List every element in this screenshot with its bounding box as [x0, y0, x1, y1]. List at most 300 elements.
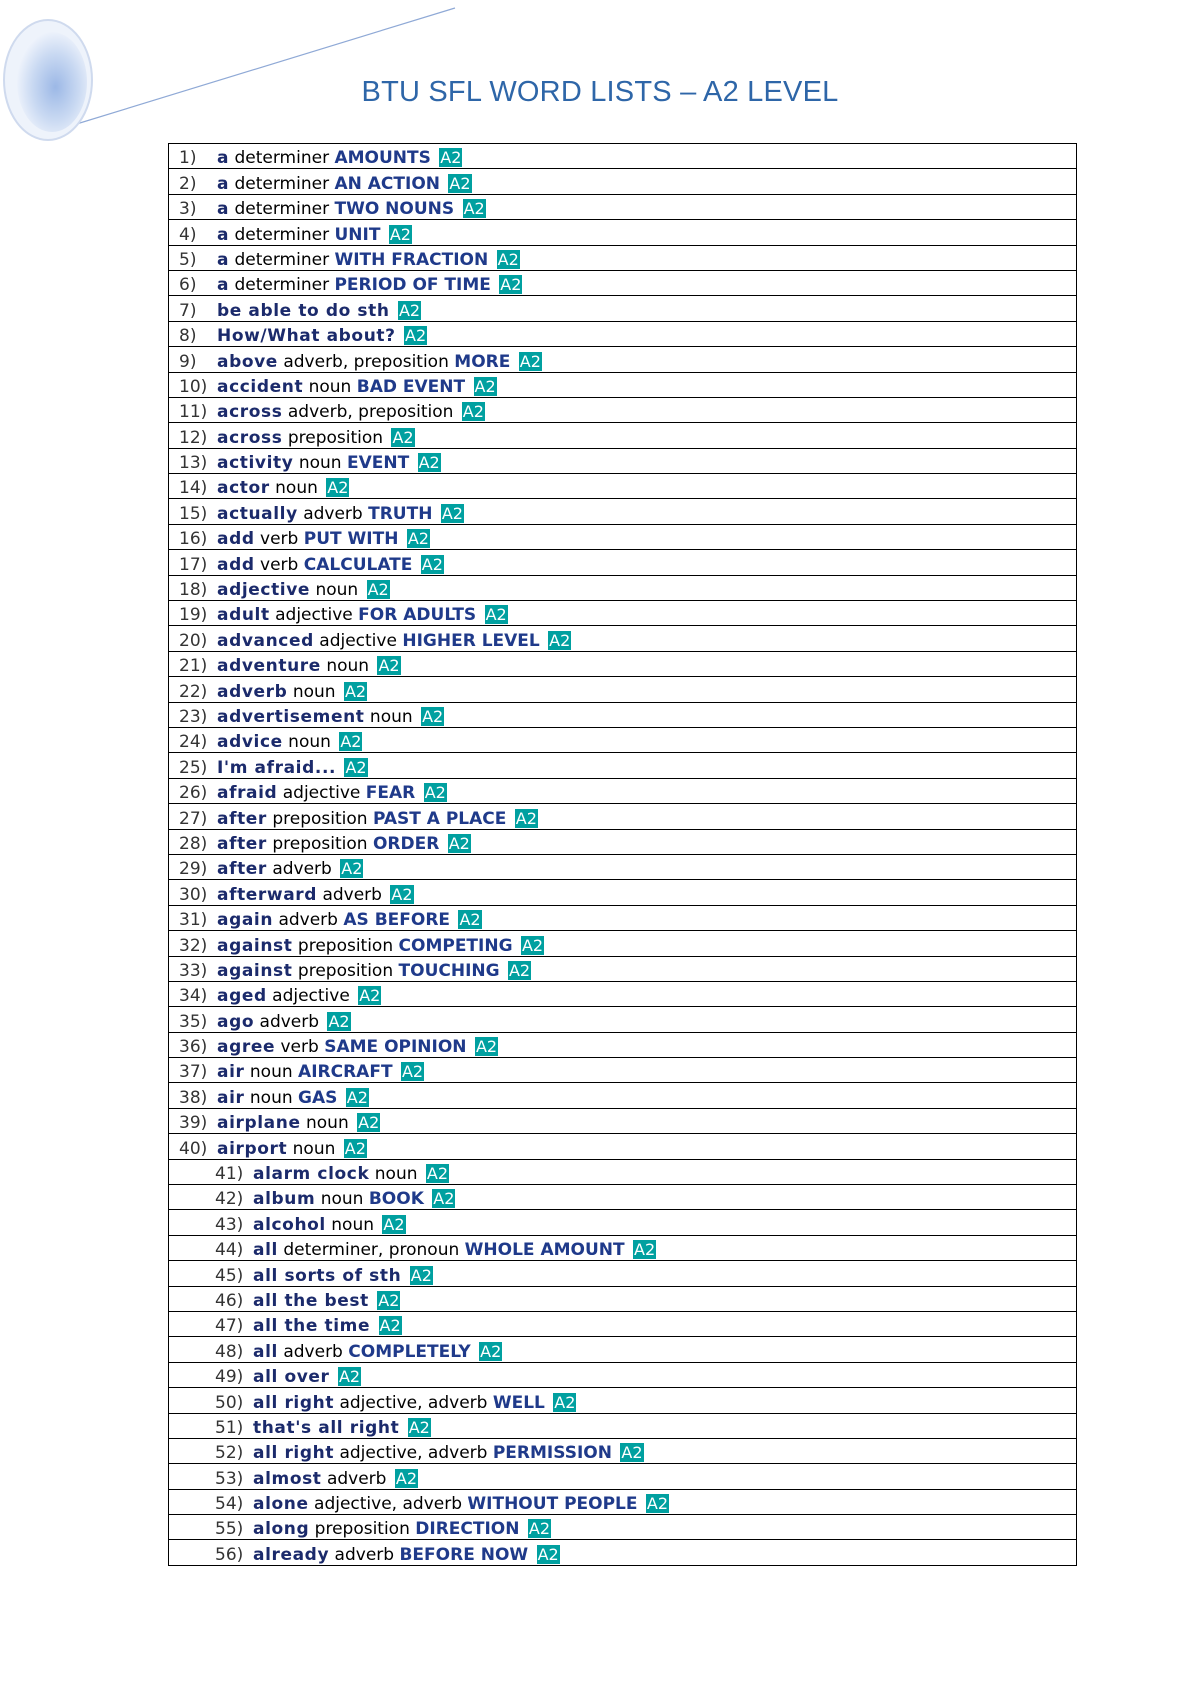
- headword: all the best: [253, 1290, 369, 1311]
- headword: I'm afraid...: [217, 757, 337, 778]
- level-badge: A2: [528, 1519, 551, 1539]
- word-entry: [169, 956, 1077, 981]
- entry-number: 17): [179, 554, 208, 575]
- word-entry: [169, 1058, 1077, 1083]
- entry-number: 10): [179, 376, 208, 397]
- level-badge: A2: [395, 1468, 417, 1488]
- part-of-speech: verb: [260, 529, 299, 550]
- entry-number: 13): [179, 453, 208, 474]
- sense-label: PERMISSION: [492, 1443, 612, 1464]
- word-entry: [169, 1083, 1077, 1108]
- word-entry: [169, 1286, 1077, 1311]
- headword: after: [217, 859, 267, 880]
- entry-number: 41): [215, 1164, 244, 1185]
- headword: accident: [217, 376, 304, 397]
- headword: adjective: [217, 580, 311, 601]
- entry-number: 28): [179, 833, 208, 854]
- entry-number: 24): [179, 732, 208, 753]
- level-badge: A2: [408, 1417, 430, 1437]
- table-row: [169, 854, 1077, 879]
- level-badge: A2: [346, 1087, 368, 1107]
- level-badge: A2: [421, 554, 443, 574]
- headword: advice: [217, 732, 283, 753]
- level-badge: A2: [328, 1011, 350, 1031]
- entry-number: 11): [179, 402, 208, 423]
- headword: How/What about?: [217, 326, 396, 347]
- table-row: [169, 1210, 1077, 1235]
- level-badge: A2: [515, 808, 537, 828]
- entry-number: 37): [179, 1062, 208, 1083]
- headword: advanced: [217, 630, 314, 651]
- table-row: [169, 1007, 1077, 1032]
- sense-label: EVENT: [346, 453, 410, 474]
- part-of-speech: adverb, preposition: [287, 402, 454, 423]
- word-entry: [169, 778, 1077, 803]
- word-entry: [169, 270, 1077, 295]
- entry-number: 40): [179, 1138, 208, 1159]
- table-row: [169, 1083, 1077, 1108]
- headword: add: [217, 554, 255, 575]
- entry-number: 18): [179, 580, 208, 601]
- word-entry: [169, 931, 1077, 956]
- entry-number: 26): [179, 783, 208, 804]
- part-of-speech: adjective: [319, 630, 397, 651]
- entry-number: 12): [179, 427, 208, 448]
- word-entry: [169, 296, 1077, 321]
- table-row: [169, 194, 1077, 219]
- table-row: [169, 474, 1077, 499]
- sense-label: PUT WITH: [303, 529, 399, 550]
- table-row: [169, 1515, 1077, 1540]
- headword: alcohol: [253, 1214, 326, 1235]
- word-entry: [169, 1311, 1077, 1336]
- part-of-speech: noun: [320, 1189, 364, 1210]
- entry-number: 16): [179, 529, 208, 550]
- headword: after: [217, 808, 267, 829]
- part-of-speech: noun: [369, 706, 413, 727]
- sense-label: MORE: [454, 351, 511, 372]
- word-entry: [169, 448, 1077, 473]
- headword: adult: [217, 605, 270, 626]
- entry-number: 22): [179, 681, 208, 702]
- part-of-speech: preposition: [272, 808, 368, 829]
- entry-number: 30): [179, 884, 208, 905]
- entry-number: 1): [179, 148, 197, 169]
- part-of-speech: adjective: [272, 986, 350, 1007]
- word-entry: [169, 1438, 1077, 1463]
- level-badge: A2: [344, 1138, 366, 1158]
- table-row: [169, 169, 1077, 194]
- word-entry: [169, 1515, 1077, 1540]
- entry-number: 36): [179, 1037, 208, 1058]
- level-badge: A2: [424, 783, 446, 803]
- part-of-speech: noun: [315, 580, 359, 601]
- headword: a: [217, 249, 230, 270]
- sense-label: BOOK: [368, 1189, 424, 1210]
- sense-label: DIRECTION: [415, 1519, 520, 1540]
- word-entry: [169, 1261, 1077, 1286]
- level-badge: A2: [378, 656, 400, 676]
- table-row: [169, 397, 1077, 422]
- part-of-speech: determiner: [234, 173, 330, 194]
- table-row: [169, 1185, 1077, 1210]
- part-of-speech: determiner: [234, 275, 330, 296]
- level-badge: A2: [459, 910, 481, 930]
- headword: air: [217, 1087, 245, 1108]
- headword: after: [217, 833, 267, 854]
- headword: a: [217, 275, 230, 296]
- entry-number: 31): [179, 910, 208, 931]
- entry-number: 39): [179, 1113, 208, 1134]
- table-row: [169, 804, 1077, 829]
- table-row: [169, 727, 1077, 752]
- level-badge: A2: [519, 351, 541, 371]
- headword: afterward: [217, 884, 318, 905]
- headword: almost: [253, 1468, 322, 1489]
- word-entry: [169, 702, 1077, 727]
- word-entry: [169, 194, 1077, 219]
- table-row: [169, 372, 1077, 397]
- headword: all the time: [253, 1316, 371, 1337]
- table-row: [169, 626, 1077, 651]
- headword: actor: [217, 478, 270, 499]
- entry-number: 35): [179, 1011, 208, 1032]
- level-badge: A2: [379, 1316, 401, 1336]
- headword: alone: [253, 1494, 309, 1515]
- part-of-speech: noun: [292, 681, 336, 702]
- page-title: BTU SFL WORD LISTS – A2 LEVEL: [361, 76, 839, 108]
- table-row: [169, 1032, 1077, 1057]
- level-badge: A2: [391, 884, 413, 904]
- word-entry: [169, 1108, 1077, 1133]
- word-entry: [169, 474, 1077, 499]
- entry-number: 54): [215, 1494, 244, 1515]
- word-entry: [169, 220, 1077, 245]
- entry-number: 43): [215, 1214, 244, 1235]
- level-badge: A2: [621, 1443, 643, 1463]
- level-badge: A2: [426, 1164, 449, 1184]
- part-of-speech: noun: [326, 656, 370, 677]
- word-entry: [169, 1337, 1077, 1362]
- level-badge: A2: [475, 1037, 498, 1057]
- word-entry: [169, 550, 1077, 575]
- entry-number: 46): [215, 1290, 244, 1311]
- part-of-speech: preposition: [297, 935, 394, 956]
- word-entry: [169, 1185, 1077, 1210]
- word-entry: [169, 1159, 1077, 1184]
- headword: add: [217, 529, 255, 550]
- entry-number: 42): [215, 1189, 244, 1210]
- headword: already: [253, 1544, 330, 1565]
- word-entry: [169, 1362, 1077, 1387]
- word-entry: [169, 144, 1077, 169]
- headword: a: [217, 148, 230, 169]
- part-of-speech: noun: [374, 1164, 418, 1185]
- sense-label: COMPETING: [398, 935, 513, 956]
- headword: all: [253, 1240, 278, 1261]
- headword: aged: [217, 986, 267, 1007]
- part-of-speech: adjective, adverb: [339, 1392, 488, 1413]
- word-entry: [169, 245, 1077, 270]
- entry-number: 23): [179, 706, 208, 727]
- part-of-speech: noun: [249, 1087, 293, 1108]
- headword: a: [217, 199, 230, 220]
- level-badge: A2: [646, 1494, 669, 1514]
- level-badge: A2: [474, 376, 496, 396]
- table-row: [169, 601, 1077, 626]
- word-list-table: [168, 143, 1077, 1566]
- entry-number: 56): [215, 1544, 244, 1565]
- entry-number: 14): [179, 478, 208, 499]
- table-row: [169, 321, 1077, 346]
- word-entry: [169, 1235, 1077, 1260]
- word-entry: [169, 601, 1077, 626]
- table-row: [169, 651, 1077, 676]
- entry-number: 52): [215, 1443, 244, 1464]
- part-of-speech: verb: [280, 1037, 319, 1058]
- table-row: [169, 423, 1077, 448]
- level-badge: A2: [485, 605, 507, 625]
- entry-number: 3): [179, 199, 197, 220]
- entry-number: 25): [179, 757, 208, 778]
- word-entry: [169, 423, 1077, 448]
- headword: alarm clock: [253, 1164, 370, 1185]
- word-entry: [169, 677, 1077, 702]
- table-row: [169, 1438, 1077, 1463]
- entry-number: 8): [179, 326, 197, 347]
- level-badge: A2: [449, 173, 471, 193]
- sense-label: AIRCRAFT: [298, 1062, 393, 1083]
- sense-label: CALCULATE: [303, 554, 413, 575]
- entry-number: 44): [215, 1240, 244, 1261]
- level-badge: A2: [389, 224, 411, 244]
- level-badge: A2: [405, 326, 427, 346]
- part-of-speech: preposition: [272, 833, 368, 854]
- table-row: [169, 499, 1077, 524]
- sense-label: COMPLETELY: [348, 1341, 471, 1362]
- sense-label: HIGHER LEVEL: [402, 630, 540, 651]
- entry-number: 7): [179, 300, 197, 321]
- part-of-speech: noun: [308, 376, 352, 397]
- entry-number: 20): [179, 630, 208, 651]
- level-badge: A2: [378, 1290, 400, 1310]
- entry-number: 15): [179, 503, 208, 524]
- entry-number: 6): [179, 275, 197, 296]
- level-badge: A2: [410, 1265, 432, 1285]
- sense-label: TOUCHING: [398, 960, 500, 981]
- table-row: [169, 245, 1077, 270]
- table-row: [169, 550, 1077, 575]
- entry-number: 21): [179, 656, 208, 677]
- level-badge: A2: [401, 1062, 424, 1082]
- sense-label: TRUTH: [368, 503, 433, 524]
- table-row: [169, 1058, 1077, 1083]
- table-row: [169, 931, 1077, 956]
- sense-label: WITH FRACTION: [334, 249, 489, 270]
- word-entry: [169, 321, 1077, 346]
- entry-number: 47): [215, 1316, 244, 1337]
- part-of-speech: preposition: [287, 427, 384, 448]
- part-of-speech: determiner: [234, 249, 330, 270]
- sense-label: UNIT: [334, 224, 381, 245]
- level-badge: A2: [441, 503, 463, 523]
- headword: activity: [217, 453, 294, 474]
- sense-label: GAS: [298, 1087, 338, 1108]
- level-badge: A2: [463, 199, 485, 219]
- level-badge: A2: [422, 706, 444, 726]
- headword: actually: [217, 503, 298, 524]
- headword: again: [217, 910, 274, 931]
- headword: a: [217, 224, 230, 245]
- level-badge: A2: [549, 630, 571, 650]
- headword: across: [217, 427, 283, 448]
- entry-number: 5): [179, 249, 197, 270]
- part-of-speech: determiner: [234, 224, 330, 245]
- table-row: [169, 778, 1077, 803]
- level-badge: A2: [367, 580, 389, 600]
- sense-label: WHOLE AMOUNT: [464, 1240, 625, 1261]
- entry-number: 51): [215, 1417, 244, 1438]
- sense-label: FOR ADULTS: [358, 605, 477, 626]
- word-entry: [169, 347, 1077, 372]
- word-entry: [169, 1007, 1077, 1032]
- part-of-speech: adjective, adverb: [314, 1494, 462, 1515]
- table-row: [169, 1134, 1077, 1159]
- headword: all right: [253, 1392, 335, 1413]
- level-badge: A2: [521, 935, 544, 955]
- word-entry: [169, 1489, 1077, 1514]
- entry-number: 38): [179, 1087, 208, 1108]
- entry-number: 4): [179, 224, 197, 245]
- level-badge: A2: [462, 402, 484, 422]
- part-of-speech: adverb: [283, 1341, 343, 1362]
- table-row: [169, 1464, 1077, 1489]
- level-badge: A2: [340, 732, 362, 752]
- sense-label: PERIOD OF TIME: [334, 275, 491, 296]
- sense-label: AS BEFORE: [343, 910, 451, 931]
- headword: airplane: [217, 1113, 301, 1134]
- table-row: [169, 347, 1077, 372]
- level-badge: A2: [480, 1341, 502, 1361]
- level-badge: A2: [344, 681, 367, 701]
- part-of-speech: noun: [249, 1062, 293, 1083]
- headword: advertisement: [217, 706, 365, 727]
- word-entry: [169, 905, 1077, 930]
- part-of-speech: preposition: [314, 1519, 410, 1540]
- headword: all sorts of sth: [253, 1265, 402, 1286]
- headword: all over: [253, 1367, 330, 1388]
- level-badge: A2: [392, 427, 414, 447]
- level-badge: A2: [327, 478, 349, 498]
- sense-label: BAD EVENT: [356, 376, 466, 397]
- entry-number: 29): [179, 859, 208, 880]
- word-entry: [169, 981, 1077, 1006]
- part-of-speech: adjective: [275, 605, 353, 626]
- table-row: [169, 1235, 1077, 1260]
- level-badge: A2: [537, 1544, 559, 1564]
- table-row: [169, 1159, 1077, 1184]
- headword: along: [253, 1519, 310, 1540]
- sense-label: FEAR: [365, 783, 416, 804]
- level-badge: A2: [448, 833, 470, 853]
- headword: all right: [253, 1443, 335, 1464]
- word-entry: [169, 575, 1077, 600]
- word-entry: [169, 499, 1077, 524]
- sense-label: SAME OPINION: [324, 1037, 467, 1058]
- level-badge: A2: [341, 859, 363, 879]
- headword: ago: [217, 1011, 255, 1032]
- level-badge: A2: [358, 1113, 380, 1133]
- entry-number: 49): [215, 1367, 244, 1388]
- table-row: [169, 448, 1077, 473]
- level-badge: A2: [500, 275, 522, 295]
- part-of-speech: noun: [298, 453, 342, 474]
- word-entry: [169, 651, 1077, 676]
- word-entry: [169, 829, 1077, 854]
- sense-label: WELL: [492, 1392, 545, 1413]
- entry-number: 2): [179, 173, 197, 194]
- level-badge: A2: [359, 986, 381, 1006]
- headword: a: [217, 173, 230, 194]
- level-badge: A2: [554, 1392, 576, 1412]
- entry-number: 32): [179, 935, 208, 956]
- entry-number: 50): [215, 1392, 244, 1413]
- part-of-speech: adverb: [259, 1011, 320, 1032]
- word-entry: [169, 753, 1077, 778]
- entry-number: 34): [179, 986, 208, 1007]
- table-row: [169, 956, 1077, 981]
- part-of-speech: noun: [288, 732, 331, 753]
- table-row: [169, 1413, 1077, 1438]
- table-row: [169, 1388, 1077, 1413]
- level-badge: A2: [338, 1367, 361, 1387]
- word-entry: [169, 372, 1077, 397]
- table-row: [169, 981, 1077, 1006]
- table-row: [169, 905, 1077, 930]
- table-row: [169, 829, 1077, 854]
- entry-number: 55): [215, 1519, 244, 1540]
- level-badge: A2: [345, 757, 367, 777]
- table-row: [169, 575, 1077, 600]
- word-entry: [169, 397, 1077, 422]
- word-entry: [169, 1032, 1077, 1057]
- table-row: [169, 880, 1077, 905]
- table-row: [169, 270, 1077, 295]
- table-row: [169, 1362, 1077, 1387]
- word-entry: [169, 854, 1077, 879]
- entry-number: 19): [179, 605, 208, 626]
- part-of-speech: adverb, preposition: [283, 351, 449, 372]
- word-entry: [169, 1464, 1077, 1489]
- headword: album: [253, 1189, 316, 1210]
- word-entry: [169, 804, 1077, 829]
- word-entry: [169, 524, 1077, 549]
- table-row: [169, 1261, 1077, 1286]
- entry-number: 45): [215, 1265, 244, 1286]
- headword: adventure: [217, 656, 321, 677]
- part-of-speech: noun: [306, 1113, 349, 1134]
- part-of-speech: determiner: [234, 148, 330, 169]
- part-of-speech: determiner, pronoun: [283, 1240, 460, 1261]
- headword: against: [217, 960, 293, 981]
- sense-label: TWO NOUNS: [334, 199, 455, 220]
- table-row: [169, 753, 1077, 778]
- sense-label: BEFORE NOW: [399, 1544, 529, 1565]
- level-badge: A2: [508, 960, 531, 980]
- part-of-speech: verb: [260, 554, 299, 575]
- sense-label: ORDER: [372, 833, 440, 854]
- table-row: [169, 702, 1077, 727]
